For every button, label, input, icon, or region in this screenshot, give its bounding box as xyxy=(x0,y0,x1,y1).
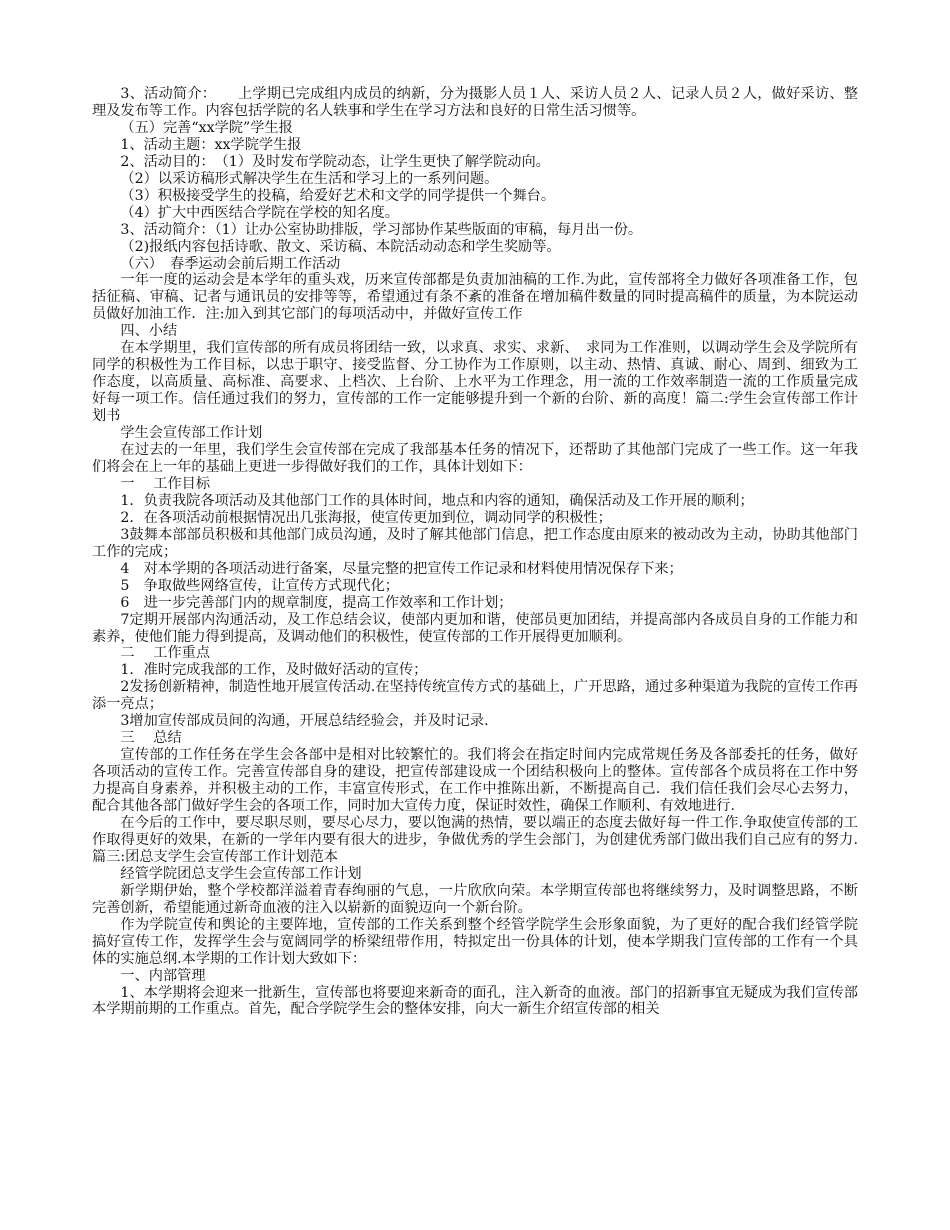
list-item: 2发扬创新精神，制造性地开展宣传活动.在坚持传统宣传方式的基础上，广开思路，通过多种渠道为我院的宣传工作再添一亮点； xyxy=(92,679,858,713)
section-heading: （五）完善“xx学院”学生报 xyxy=(120,119,293,136)
paragraph: （2)报纸内容包括诗歌、散文、采访稿、本院活动动态和学生奖励等。 xyxy=(120,238,561,255)
list-item: 1．准时完成我部的工作，及时做好活动的宣传； xyxy=(120,662,428,679)
paragraph: 1、活动主题：xx学院学生报 xyxy=(120,136,302,153)
paragraph: （2）以采访稿形式解决学生在生活和学习上的一系列问题。 xyxy=(120,170,499,187)
section-heading: 一、内部管理 xyxy=(120,967,206,984)
section-heading: （六） 春季运动会前后期工作活动 xyxy=(120,255,341,272)
list-item: 4 对本学期的各项活动进行备案，尽量完整的把宣传工作记录和材料使用情况保存下来； xyxy=(120,560,683,577)
document-title: 学生会宣传部工作计划 xyxy=(120,425,263,442)
paragraph: 3、活动简介：（1）让办公室协助排版，学习部协作某些版面的审稿，每月出一份。 xyxy=(120,221,643,238)
section-heading: 一 工作目标 xyxy=(120,475,211,492)
paragraph: 宣传部的工作任务在学生会各部中是相对比较繁忙的。我们将会在指定时间内完成常规任务及各部委托的任务，做好各项活动的宣传工作。完善宣传部自身的建设，把宣传部建设成一个团结积极向上的整体。宣传部各个成员将在工作中努力提高自身素养，并积极主动的工作，丰富宣传形式，在工作中推陈出新，不断提高自己．我们信任我们会尽心去努力，配合其他各部门做好学生会的各项工作，同时加大宣传力度，保证时效性，确保工作顺利、有效地进行. xyxy=(92,747,858,815)
section-heading: 三 总结 xyxy=(120,730,182,747)
list-item: 3增加宣传部成员间的沟通，开展总结经验会，并及时记录. xyxy=(120,713,489,730)
paragraph: 3、活动简介： 上学期已完成组内成员的纳新，分为摄影人员１人、采访人员２人、记录人员２人，做好采访、整理及发布等工作。内容包括学院的名人轶事和学生在学习方法和良好的日常生活习惯等。 xyxy=(92,86,858,119)
list-item: 5 争取做些网络宣传，让宣传方式现代化； xyxy=(120,577,399,594)
paragraph: 在本学期里，我们宣传部的所有成员将团结一致，以求真、求实、求新、 求同为工作准则，以调动学生会及学院所有同学的积极性为工作目标，以忠于职守、接受监督、分工协作为工作原则，以主动、热情、真诚、耐心、周到、细致为工作态度，以高质量、高标准、高要求、上档次、上台阶、上水平为工作理念，用一流的工作效率制造一流的工作质量完成好每一项工作。信任通过我们的努力，宣传部的工作一定能够提升到一个新的台阶、新的高度！篇二:学生会宣传部工作计划书 xyxy=(92,340,858,425)
paragraph: 2、活动目的： （1）及时发布学院动态，让学生更快了解学院动向。 xyxy=(120,153,550,170)
list-item: 2．在各项活动前根据情况出几张海报，使宣传更加到位，调动同学的积极性； xyxy=(120,509,612,526)
section-heading: 四、小结 xyxy=(120,323,178,340)
paragraph: 在过去的一年里，我们学生会宣传部在完成了我部基本任务的情况下，还帮助了其他部门完成了一些工作。这一年我们将会在上一年的基础上更进一步得做好我们的工作，具体计划如下： xyxy=(92,442,858,475)
paragraph: 一年一度的运动会是本学年的重头戏，历来宣传部都是负责加油稿的工作.为此，宣传部将全力做好各项准备工作，包括征稿、审稿、记者与通讯员的安排等等，希望通过有条不紊的准备在增加稿件数量的同时提高稿件的质量，为本院运动员做好加油工作．注:加入到其它部门的每项活动中，并做好宣传工作 xyxy=(92,272,858,323)
list-item: 3鼓舞本部部员积极和其他部门成员沟通，及时了解其他部门信息，把工作态度由原来的被动改为主动，协助其他部门工作的完成； xyxy=(92,526,858,560)
document-title: 经管学院团总支学生会宣传部工作计划 xyxy=(120,865,362,882)
list-item: 6 进一步完善部门内的规章制度，提高工作效率和工作计划； xyxy=(120,594,513,611)
paragraph: 在今后的工作中，要尽职尽则，要尽心尽力，要以饱满的热情，要以端正的态度去做好每一件工作.争取使宣传部的工作取得更好的效果，在新的一学年内要有很大的进步，争做优秀的学生会部门，为创建优秀部门做出我们自己应有的努力.篇三:团总支学生会宣传部工作计划范本 xyxy=(92,814,858,865)
list-item: 1．负责我院各项活动及其他部门工作的具体时间，地点和内容的通知，确保活动及工作开展的顺利； xyxy=(120,492,754,509)
paragraph: 新学期伊始，整个学校都洋溢着青春绚丽的气息，一片欣欣向荣。本学期宣传部也将继续努力，及时调整思路，不断完善创新，希望能通过新奇血液的注入以崭新的面貌迈向一个新台阶。 xyxy=(92,882,858,916)
paragraph: 1、本学期将会迎来一批新生，宣传部也将要迎来新奇的面孔，注入新奇的血液。部门的招新事宜无疑成为我们宣传部本学期前期的工作重点。首先，配合学院学生会的整体安排，向大一新生介绍宣传部的相关 xyxy=(92,984,858,1018)
section-heading: 二 工作重点 xyxy=(120,645,211,662)
paragraph: 作为学院宣传和舆论的主要阵地，宣传部的工作关系到整个经管学院学生会形象面貌，为了更好的配合我们经管学院搞好宣传工作，发挥学生会与宽阔同学的桥梁纽带作用，特拟定出一份具体的计划，使本学期我门宣传部的工作有一个具体的实施总纲.本学期的工作计划大致如下： xyxy=(92,916,858,967)
list-item: 7定期开展部内沟通活动，及工作总结会议，使部内更加和谐，使部员更加团结，并提高部内各成员自身的工作能力和素养，使他们能力得到提高，及调动他们的积极性，使宣传部的工作开展得更加顺利。 xyxy=(92,611,858,645)
paragraph: （3）积极接受学生的投稿，给爱好艺术和文学的同学提供一个舞台。 xyxy=(120,187,556,204)
paragraph: （4）扩大中西医结合学院在学校的知名度。 xyxy=(120,204,399,221)
